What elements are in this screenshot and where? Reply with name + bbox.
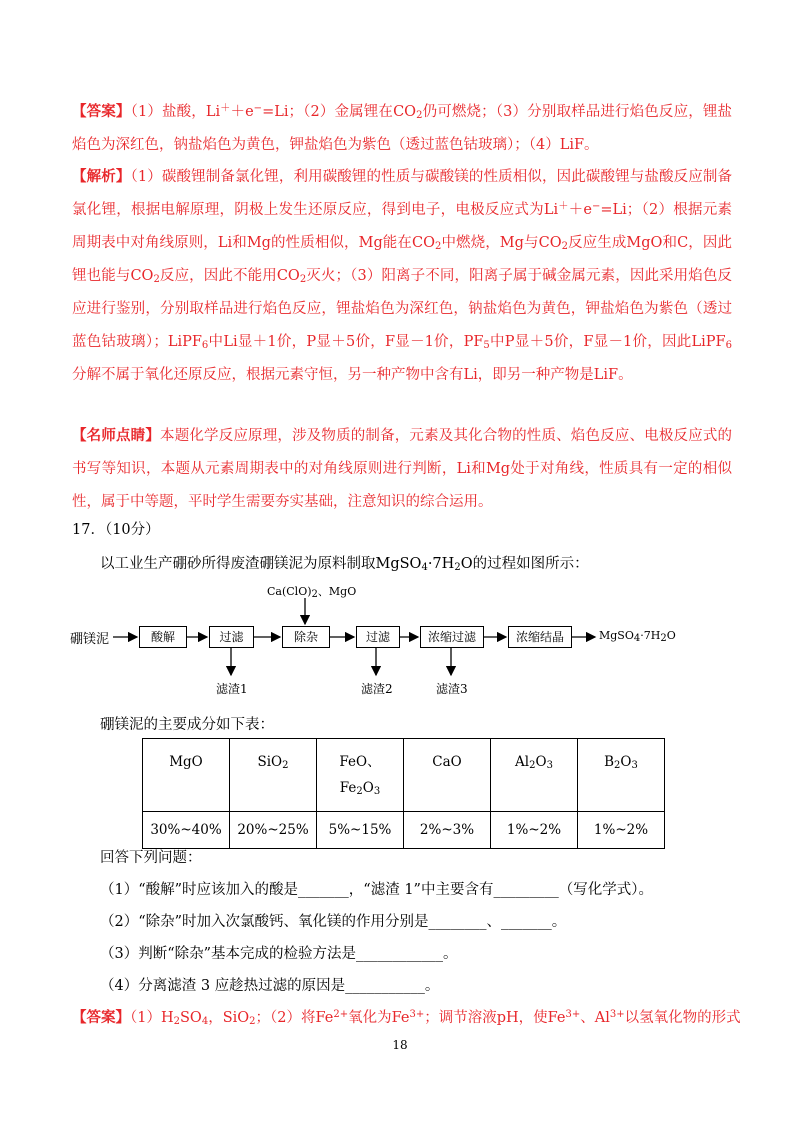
table-header-cell: $B_2O_3$ [578,739,665,812]
page-number: 18 [392,1038,408,1052]
table-value-row [143,812,665,849]
comment-tag: 【名师点睛】 [72,427,161,444]
question-17-number: 17．（10分） [72,522,160,538]
teacher-comment-16: 【名师点睛】本题化学反应原理，涉及物质的制备，元素及其化合物的性质、焰色反应、电极反应式的书写等知识，本题从元素周期表中的对角线原则进行判断，Li和Mg处于对角线，性质具有一定的相似性，属于中等题，平时学生需要夯实基础，注意知识的综合运用。 [72,427,733,510]
answer-17: 【答案】$(1)H_2SO_4$，SiO$_2$；（2）将$Fe^{2+}$氧化为$Fe^{3+}$；调节溶液pH，使$Fe^{3+}$、$Al^{3+}$以氢氧化物的形式 [72,1009,741,1027]
table-header-cell: FeO、 $Fe_2O_3$ [317,739,404,812]
question-2: （2）“除杂”时加入次氯酸钙、氧化镁的作用分别是________、_______。 [100,914,567,930]
table-intro: 硼镁泥的主要成分如下表： [100,717,274,733]
analysis-16: 【解析】（1）碳酸锂制备氯化锂，利用碳酸锂的性质与碳酸镁的性质相似，因此碳酸锂与盐酸反应制备氯化锂，根据电解原理，阴极上发生还原反应，得到电子，电极反应式为Li＋＋e−=Li；（2）根据元素周期表中对角线原则，Li和Mg的性质相似，Mg能在$CO_2$中燃烧，Mg与$CO_2$反应生成MgO和C，因此锂也能与$CO_2$反应，因此不能用$CO_2$灭火；（3）阳离子不同，阳离子属于碱金属元素，因此采用焰色反应进行鉴别，分别取样品进行焰色反应，锂盐焰色为深红色，钠盐焰色为黄色，钾盐焰色为紫色（透过蓝色钴玻璃）；LiPF$_6$中Li显＋1价，P显＋5价，F显－1价，$PF_5$中P显＋5价，F显－1价，因此LiPF$_6$分解不属于氧化还原反应，根据元素守恒，另一种产物中含有Li，即另一种产物是LiF。 [72,168,733,383]
flow-residue-2: 滤渣2 [361,682,393,696]
answer-tag: 【答案】 [72,1009,130,1026]
table-header-cell: CaO [404,739,491,812]
flow-step-concentrate-filter: 浓缩过滤 [420,626,484,648]
table-value-cell: 5%~15% [317,812,404,849]
flow-step-filter-1: 过滤 [209,626,254,648]
table-value-cell: 1%~2% [578,812,665,849]
flow-residue-1: 滤渣1 [216,682,248,696]
answer-16: 【答案】（1）盐酸，Li＋＋e−=Li；（2）金属锂在$CO_2$仍可燃烧；（3）分别取样品进行焰色反应，锂盐焰色为深红色，钠盐焰色为黄色，钾盐焰色为紫色（透过蓝色钴玻璃）；（4）LiF。 [72,103,732,153]
flow-step-crystallize: 浓缩结晶 [508,626,572,648]
question-17-intro: 以工业生产硼砂所得废渣硼镁泥为原料制取$MgSO_4\cdot 7H_2O$的过程如图所示： [100,556,589,573]
flow-residue-3: 滤渣3 [436,682,468,696]
analysis-tag: 【解析】 [72,168,131,185]
table-value-cell: 30%~40% [143,812,230,849]
composition-table [142,738,665,849]
answer-tag: 【答案】 [72,103,131,120]
table-header-cell: $Al_2O_3$ [491,739,578,812]
flow-step-acid: 酸解 [139,626,187,648]
question-3: （3）判断“除杂”基本完成的检验方法是____________。 [100,946,458,962]
table-header-cell: MgO [143,739,230,812]
table-value-cell: 1%~2% [491,812,578,849]
flow-product: $MgSO_4\cdot 7H_2O$ [599,629,676,644]
table-value-cell: 20%~25% [230,812,317,849]
flow-reagent: $Ca(ClO)_2$、MgO [267,585,357,600]
table-header-row [143,739,665,812]
table-value-cell: 2%~3% [404,812,491,849]
table-header-cell: SiO$_2$ [230,739,317,812]
flow-step-filter-2: 过滤 [356,626,400,648]
flow-step-impurity: 除杂 [282,626,330,648]
question-4: （4）分离滤渣 3 应趁热过滤的原因是___________。 [100,978,440,994]
questions-lead: 回答下列问题： [100,850,202,866]
flow-start: 硼镁泥 [70,632,110,647]
question-1: （1）“酸解”时应该加入的酸是_______，“滤渣 1”中主要含有_________（写化学式）。 [100,882,653,898]
